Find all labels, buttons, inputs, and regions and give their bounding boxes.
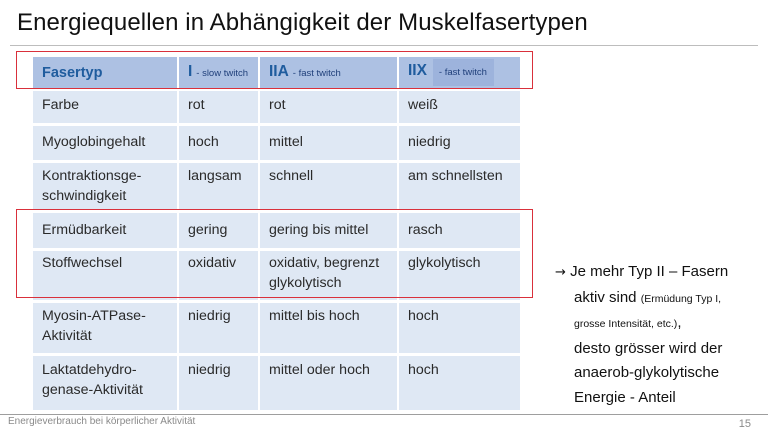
cell-type-iia: mittel	[260, 126, 399, 163]
row-label: Kontraktionsge- schwindigkeit	[33, 163, 179, 213]
header-type-i-sub: - slow twitch	[196, 67, 248, 79]
header-type-i-code: I	[188, 62, 193, 80]
note-line-3	[555, 311, 768, 337]
cell-type-iia: schnell	[260, 163, 399, 213]
note-text-2b: (Ermüdung Typ I,	[640, 292, 722, 305]
row-label: Farbe	[33, 91, 179, 126]
header-type-iia-sub: - fast twitch	[292, 67, 341, 79]
conclusion-note	[555, 260, 768, 410]
fatigue-metabolism-highlight-box	[16, 209, 533, 298]
note-text-1: Je mehr Typ II – Fasern	[570, 263, 729, 280]
cell-type-i: gering	[179, 213, 260, 251]
header-type-iix-code: IIX	[408, 62, 427, 79]
cell-type-i: niedrig	[179, 303, 260, 356]
note-line-1	[555, 260, 768, 286]
row-label: Myosin-ATPase- Aktivität	[33, 303, 179, 356]
note-text-3a: grosse Intensität, etc.)	[574, 318, 678, 330]
note-line-2	[555, 286, 768, 312]
note-text-2a: aktiv sind	[574, 288, 641, 306]
table-row	[33, 356, 520, 413]
cell-type-iix: rasch	[399, 213, 520, 251]
header-fasertyp-label: Fasertyp	[42, 64, 103, 81]
note-text-3b: ,	[677, 314, 682, 331]
cell-type-iix: hoch	[399, 356, 520, 413]
cell-type-iix: hoch	[399, 303, 520, 356]
cell-type-iix: niedrig	[399, 126, 520, 163]
cell-type-iia: gering bis mittel	[260, 213, 399, 251]
footer-text: Energieverbrauch bei körperlicher Aktivität	[8, 416, 196, 427]
cell-type-iia: mittel bis hoch	[260, 303, 399, 356]
header-type-iia-code: IIA	[269, 62, 289, 80]
note-line-6: Energie - Anteil	[574, 388, 676, 406]
table-row	[33, 303, 520, 356]
table-row	[33, 91, 520, 126]
cell-type-i: rot	[179, 91, 260, 126]
page-number: 15	[738, 418, 751, 430]
header-type-iix-sub: - fast twitch	[438, 67, 487, 78]
cell-type-iix: glykolytisch	[399, 251, 520, 303]
cell-type-i: langsam	[179, 163, 260, 213]
cell-type-iia: rot	[260, 91, 399, 126]
cell-type-iia: oxidativ, begrenzt glykolytisch	[260, 251, 399, 303]
cell-type-i: niedrig	[179, 356, 260, 413]
cell-type-iia: mittel oder hoch	[260, 356, 399, 413]
footer-divider	[0, 414, 768, 415]
row-label: Stoffwechsel	[33, 251, 179, 303]
row-label: Laktatdehydro- genase-Aktivität	[33, 356, 179, 413]
slide-title: Energiequellen in Abhängigkeit der Muskelfasertypen	[17, 9, 588, 36]
table-row	[33, 163, 520, 213]
table-row	[33, 126, 520, 163]
row-label: Myoglobingehalt	[33, 126, 179, 163]
cell-type-i: hoch	[179, 126, 260, 163]
row-label: Ermüdbarkeit	[33, 213, 179, 251]
cell-type-iix: am schnellsten	[399, 163, 520, 213]
title-divider	[10, 45, 758, 46]
right-arrow-icon: →	[555, 265, 566, 280]
note-line-5: anaerob-glykolytische	[574, 364, 720, 381]
note-line-4: desto grösser wird der	[574, 339, 723, 357]
cell-type-iix: weiß	[399, 91, 520, 126]
header-highlight-box	[16, 51, 533, 89]
cell-type-i: oxidativ	[179, 251, 260, 303]
